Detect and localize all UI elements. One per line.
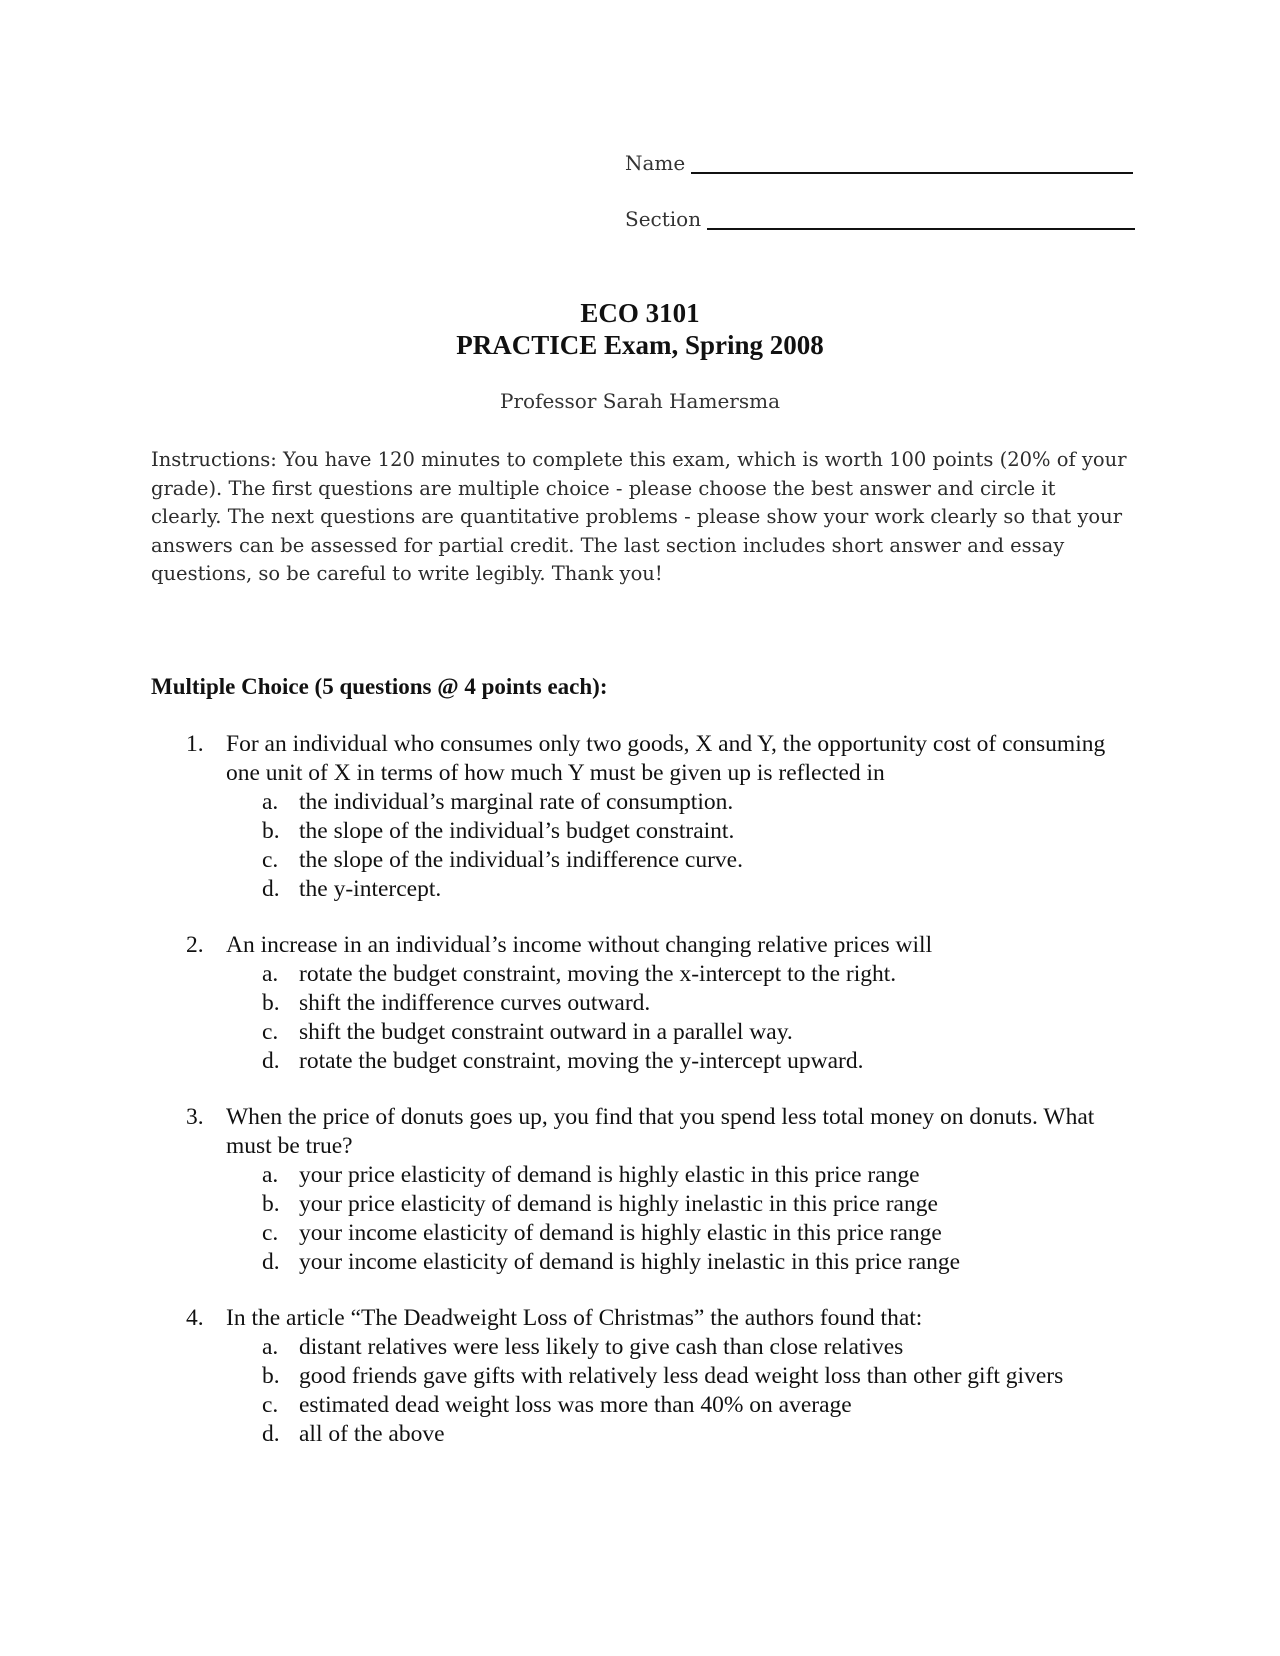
option-letter: b.	[262, 990, 280, 1016]
question-number: 1.	[186, 731, 204, 757]
option-text: your income elasticity of demand is highly elastic in this price range	[299, 1220, 942, 1246]
answer-options	[262, 1161, 1106, 1277]
option-text: your price elasticity of demand is highly inelastic in this price range	[299, 1191, 938, 1217]
option-letter: c.	[262, 1220, 279, 1246]
option-text: estimated dead weight loss was more than 40% on average	[299, 1392, 852, 1418]
answer-options	[262, 960, 1106, 1076]
section-field	[625, 208, 1135, 230]
answer-option	[262, 788, 1106, 817]
option-text: rotate the budget constraint, moving the x-intercept to the right.	[299, 961, 897, 987]
instructions-paragraph: Instructions: You have 120 minutes to complete this exam, which is worth 100 points (20% of your grade). The first questions are multiple choice - please choose the best answer and circle it clearly. The next questions are quantitative problems - please show your work clearly so that your answers can be assessed for partial credit. The last section includes short answer and essay questions, so be careful to write legibly. Thank you!	[151, 448, 1127, 585]
answer-option	[262, 1219, 1106, 1248]
answer-option	[262, 817, 1106, 846]
option-text: the individual’s marginal rate of consumption.	[299, 789, 734, 815]
option-letter: d.	[262, 1421, 280, 1447]
option-text: your income elasticity of demand is highly inelastic in this price range	[299, 1249, 961, 1275]
question-stem: When the price of donuts goes up, you find that you spend less total money on donuts. What must be true?	[226, 1104, 1095, 1159]
option-text: the y-intercept.	[299, 876, 442, 902]
option-letter: c.	[262, 1019, 279, 1045]
answer-option	[262, 1190, 1106, 1219]
answer-option	[262, 1018, 1106, 1047]
option-letter: a.	[262, 1162, 279, 1188]
question-3	[186, 1103, 1106, 1277]
option-letter: a.	[262, 961, 279, 987]
option-letter: b.	[262, 818, 280, 844]
answer-option	[262, 875, 1106, 904]
option-text: the slope of the individual’s indifference curve.	[299, 847, 743, 873]
option-letter: c.	[262, 1392, 279, 1418]
question-stem: In the article “The Deadweight Loss of Christmas” the authors found that:	[226, 1305, 923, 1331]
question-1	[186, 730, 1106, 904]
answer-option	[262, 1161, 1106, 1190]
multiple-choice-heading: Multiple Choice (5 questions @ 4 points each):	[151, 674, 608, 699]
answer-option	[262, 1362, 1106, 1391]
option-letter: a.	[262, 789, 279, 815]
answer-option	[262, 1047, 1106, 1076]
option-letter: d.	[262, 876, 280, 902]
option-text: rotate the budget constraint, moving the y-intercept upward.	[299, 1048, 864, 1074]
section-label: Section	[625, 207, 702, 231]
answer-options	[262, 788, 1106, 904]
question-stem: For an individual who consumes only two goods, X and Y, the opportunity cost of consuming one unit of X in terms of how much Y must be given up is reflected in	[226, 731, 1106, 786]
option-text: your price elasticity of demand is highly elastic in this price range	[299, 1162, 920, 1188]
option-text: distant relatives were less likely to give cash than close relatives	[299, 1334, 904, 1360]
answer-option	[262, 960, 1106, 989]
question-2	[186, 931, 1106, 1076]
answer-option	[262, 1333, 1106, 1362]
question-number: 4.	[186, 1305, 204, 1331]
option-letter: b.	[262, 1191, 280, 1217]
professor-name: Professor Sarah Hamersma	[499, 389, 780, 413]
option-letter: c.	[262, 847, 279, 873]
option-text: all of the above	[299, 1421, 445, 1447]
option-letter: d.	[262, 1048, 280, 1074]
name-field	[625, 152, 1133, 174]
option-text: shift the indifference curves outward.	[299, 990, 651, 1016]
answer-option	[262, 846, 1106, 875]
name-blank-line	[691, 154, 1133, 174]
answer-option	[262, 1420, 1106, 1449]
option-letter: b.	[262, 1363, 280, 1389]
answer-option	[262, 1248, 1106, 1277]
question-number: 2.	[186, 932, 204, 958]
answer-options	[262, 1333, 1106, 1449]
section-blank-line	[707, 210, 1135, 230]
option-text: good friends gave gifts with relatively less dead weight loss than other gift givers	[299, 1363, 1064, 1389]
option-letter: d.	[262, 1249, 280, 1275]
option-text: shift the budget constraint outward in a parallel way.	[299, 1019, 793, 1045]
question-4	[186, 1304, 1106, 1449]
exam-title: PRACTICE Exam, Spring 2008	[456, 330, 824, 360]
course-title: ECO 3101	[580, 298, 700, 328]
option-text: the slope of the individual’s budget constraint.	[299, 818, 735, 844]
answer-option	[262, 989, 1106, 1018]
question-stem: An increase in an individual’s income without changing relative prices will	[226, 932, 933, 958]
question-number: 3.	[186, 1104, 204, 1130]
name-label: Name	[625, 151, 686, 175]
option-letter: a.	[262, 1334, 279, 1360]
answer-option	[262, 1391, 1106, 1420]
